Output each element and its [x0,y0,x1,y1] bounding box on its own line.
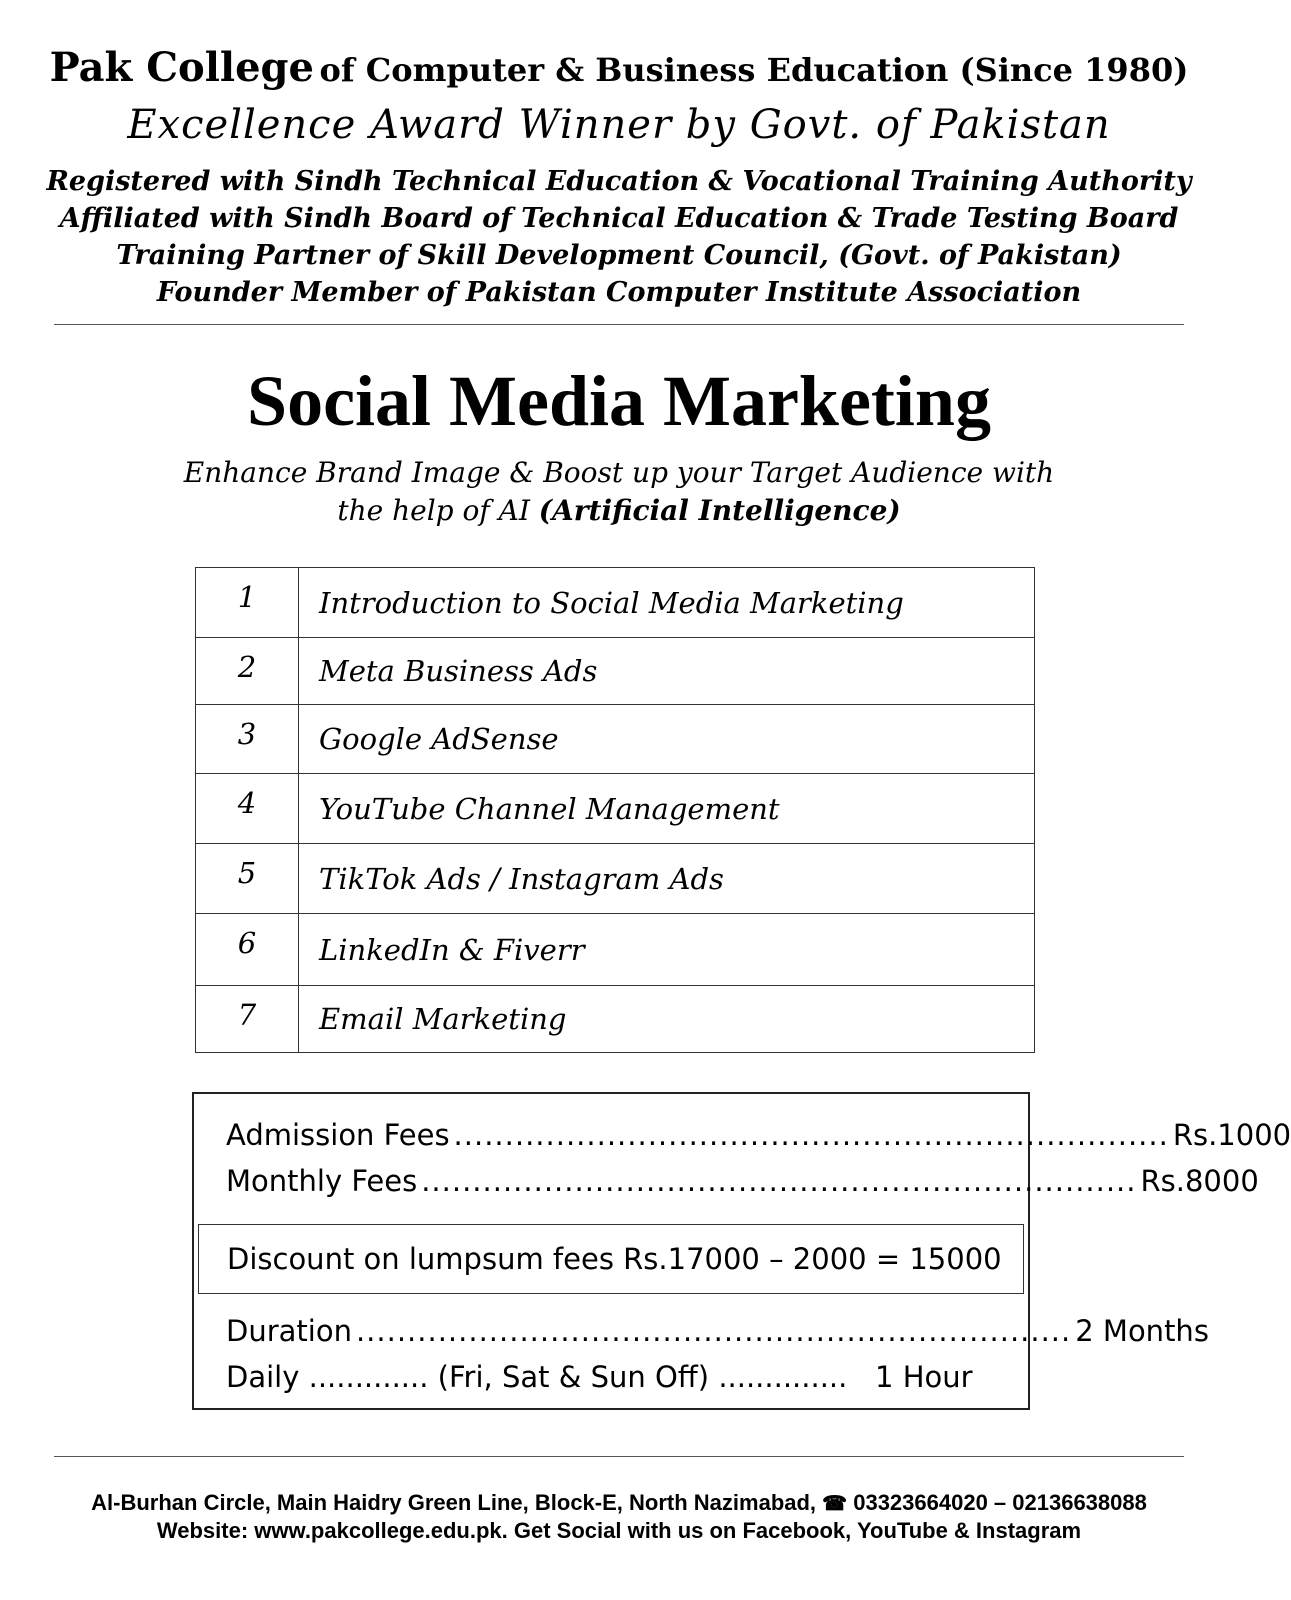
affiliation-line: Affiliated with Sindh Board of Technical Education & Trade Testing Board [59,203,1179,234]
tagline-line1: Enhance Brand Image & Boost up your Target Audience with [183,456,1055,489]
admission-fees-row [226,1118,1291,1152]
module-name: Meta Business Ads [299,638,1035,705]
daily-value: 1 Hour [875,1360,973,1394]
college-name-line [0,44,1238,91]
monthly-value: Rs.8000 [1140,1164,1259,1198]
module-number: 6 [196,914,299,986]
duration-value: 2 Months [1075,1314,1209,1348]
module-name: LinkedIn & Fiverr [299,914,1035,986]
fees-box [192,1092,1291,1410]
admission-label: Admission Fees [226,1118,450,1152]
table-row [196,986,1035,1053]
footer-divider [54,1456,1184,1457]
affiliation-line: Founder Member of Pakistan Computer Institute Association [156,277,1082,308]
college-name: Pak College [49,44,314,91]
dot-leader: ...................................................................... [355,1314,1072,1348]
tagline-line2 [0,494,1238,527]
duration-label: Duration [226,1314,352,1348]
website-text[interactable]: www.pakcollege.edu.pk. Get Social with us on Facebook, YouTube & Instagram [254,1518,1082,1543]
table-row [196,568,1035,638]
module-number: 1 [196,568,299,638]
duration-row [226,1314,1209,1348]
header-divider [54,324,1184,325]
dot-leader: ...................................................................... [453,1118,1169,1152]
tagline-plain: the help of AI [337,494,530,527]
daily-note: (Fri, Sat & Sun Off) [437,1360,710,1394]
table-row [196,705,1035,774]
course-title: Social Media Marketing [247,361,991,441]
daily-row [226,1360,1006,1394]
module-number: 3 [196,705,299,774]
module-name: YouTube Channel Management [299,774,1035,844]
module-name: Google AdSense [299,705,1035,774]
footer-address: Al-Burhan Circle, Main Haidry Green Line, Block-E, North Nazimabad, [91,1490,817,1515]
table-row [196,638,1035,705]
table-row [196,844,1035,914]
module-number: 4 [196,774,299,844]
admission-value: Rs.1000 [1172,1118,1291,1152]
award-line: Excellence Award Winner by Govt. of Pakistan [127,102,1111,148]
module-number: 2 [196,638,299,705]
module-name: Introduction to Social Media Marketing [299,568,1035,638]
monthly-label: Monthly Fees [226,1164,418,1198]
module-name: Email Marketing [299,986,1035,1053]
tagline-bold: (Artificial Intelligence) [538,494,901,527]
daily-label: Daily [226,1360,300,1394]
dot-leader: ...................................................................... [421,1164,1137,1198]
dot-leader: .............. [718,1360,866,1394]
footer-website-line [0,1518,1238,1544]
footer-phones: 03323664020 – 02136638088 [853,1490,1147,1515]
telephone-icon: ☎ [822,1493,848,1515]
footer-address-line [0,1490,1238,1516]
table-row [196,914,1035,986]
module-number: 5 [196,844,299,914]
dot-leader: ............. [308,1360,438,1394]
module-table [195,567,1035,1053]
monthly-fees-row [226,1164,1259,1198]
module-name: TikTok Ads / Instagram Ads [299,844,1035,914]
website-label: Website: [156,1518,249,1543]
college-subtitle: of Computer & Business Education (Since 1980) [319,51,1189,89]
discount-box: Discount on lumpsum fees Rs.17000 – 2000 = 15000 [198,1224,1024,1294]
affiliation-line: Registered with Sindh Technical Education & Vocational Training Authority [46,166,1192,197]
module-number: 7 [196,986,299,1053]
affiliation-line: Training Partner of Skill Development Council, (Govt. of Pakistan) [116,240,1122,271]
table-row [196,774,1035,844]
